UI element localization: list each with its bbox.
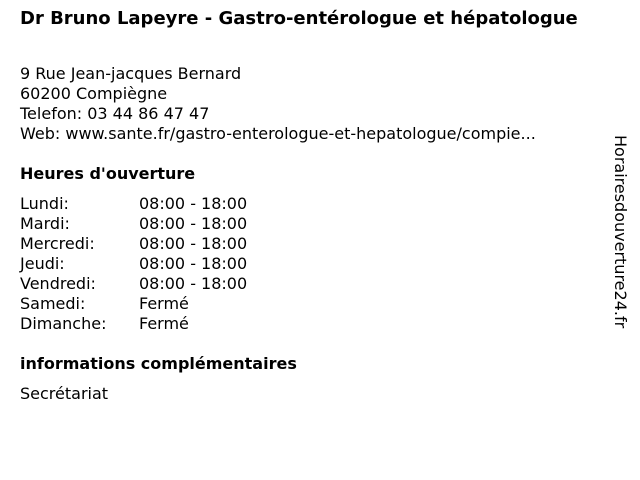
opening-hours-table bbox=[20, 194, 299, 334]
street-address: 9 Rue Jean-jacques Bernard bbox=[20, 64, 242, 83]
day-label: Vendredi: bbox=[20, 274, 96, 293]
day-label: Mercredi: bbox=[20, 234, 95, 253]
day-label: Dimanche: bbox=[20, 314, 107, 333]
hours-row-sunday bbox=[20, 314, 299, 334]
time-value: 08:00 - 18:00 bbox=[139, 214, 248, 233]
page-title: Dr Bruno Lapeyre - Gastro-entérologue et hépatologue bbox=[20, 8, 578, 29]
opening-hours-heading: Heures d'ouverture bbox=[20, 164, 196, 183]
additional-info-heading: informations complémentaires bbox=[20, 354, 297, 373]
phone-number[interactable]: Telefon: 03 44 86 47 47 bbox=[20, 104, 210, 123]
hours-row-monday bbox=[20, 194, 299, 214]
hours-row-wednesday bbox=[20, 234, 299, 254]
website-link[interactable]: Web: www.sante.fr/gastro-enterologue-et-hepatologue/compie... bbox=[20, 124, 536, 143]
time-value: 08:00 - 18:00 bbox=[139, 194, 248, 213]
day-label: Samedi: bbox=[20, 294, 86, 313]
hours-row-friday bbox=[20, 274, 299, 294]
site-brand-label: Horairesdouverture24.fr bbox=[611, 135, 630, 329]
time-value: Fermé bbox=[139, 294, 189, 313]
time-value: 08:00 - 18:00 bbox=[139, 234, 248, 253]
address-block bbox=[20, 64, 536, 144]
time-value: Fermé bbox=[139, 314, 189, 333]
time-value: 08:00 - 18:00 bbox=[139, 254, 248, 273]
additional-info-text: Secrétariat bbox=[20, 384, 109, 403]
day-label: Jeudi: bbox=[20, 254, 65, 273]
time-value: 08:00 - 18:00 bbox=[139, 274, 248, 293]
hours-row-saturday bbox=[20, 294, 299, 314]
day-label: Mardi: bbox=[20, 214, 70, 233]
hours-row-thursday bbox=[20, 254, 299, 274]
city-address: 60200 Compiègne bbox=[20, 84, 168, 103]
day-label: Lundi: bbox=[20, 194, 69, 213]
hours-row-tuesday bbox=[20, 214, 299, 234]
